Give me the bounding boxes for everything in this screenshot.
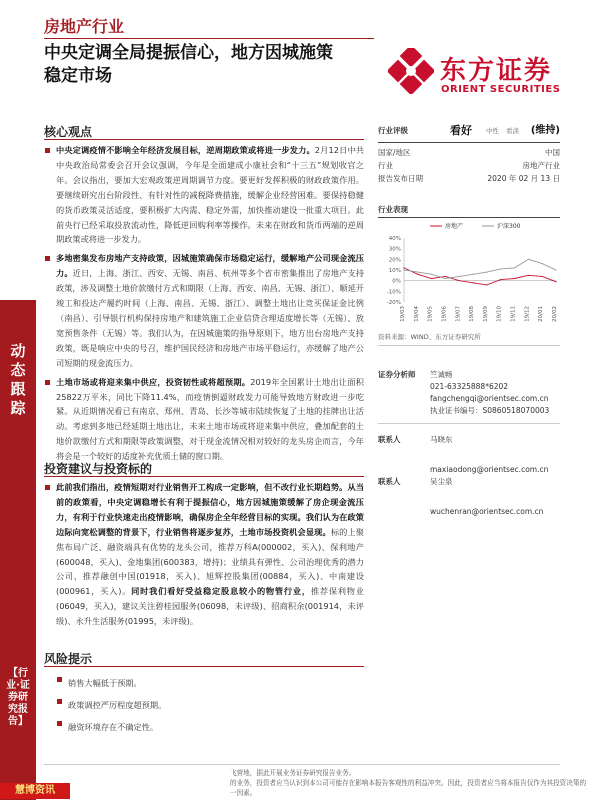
data-point: [500, 268, 501, 269]
data-point: [528, 259, 529, 260]
rating-box: [378, 122, 560, 192]
investment-divider: [44, 476, 364, 477]
contact-name: 吴尘泉: [430, 477, 453, 486]
legend-label: 沪深300: [497, 223, 521, 230]
risks-list: [56, 672, 356, 738]
core-views-body: [44, 143, 364, 464]
y-tick-label: 40%: [388, 236, 401, 242]
core-views-heading: 核心观点: [44, 125, 93, 139]
x-tick-label: 19/06: [441, 306, 448, 322]
data-point: [431, 274, 432, 275]
y-tick-label: 10%: [388, 268, 401, 274]
analyst-cert: 执业证书编号：S0860518070003: [430, 406, 550, 415]
rating-row: [378, 172, 560, 185]
data-point: [514, 267, 515, 268]
contact-label: 联系人: [378, 477, 401, 486]
contact-label: 联系人: [378, 435, 401, 444]
rating-row: [378, 159, 560, 172]
side-banner-title: 动态跟踪: [10, 342, 26, 417]
investment-picks: 标的上聚焦布局广泛、融资端具有优势的龙头公司，推荐万科A(000002，买入)、保利地产(600048，买入)、金地集团(600383，增持)；业绩具有弹性、公司治理优秀的潜力公司，推荐融创中国(01918，买入)、旭辉控股集团(00884，买入)、中南建设(000961，买入)。: [56, 526, 364, 597]
data-point: [403, 269, 404, 270]
investment-point: [44, 480, 364, 629]
rating-row-key: 报告发布日期: [378, 174, 423, 183]
data-point: [445, 276, 446, 277]
core-views-divider: [44, 139, 364, 140]
x-tick-label: 19/09: [482, 306, 489, 322]
rating-underweight: 看淡: [506, 127, 519, 135]
data-point: [486, 284, 487, 285]
footer-line-3: 一因素。: [230, 789, 257, 797]
data-point: [542, 263, 543, 264]
investment-body: [44, 480, 364, 629]
logo-name-en: ORIENT SECURITIES: [441, 84, 561, 95]
x-tick-label: 20/01: [538, 306, 545, 322]
footer-line-2: 飞营地，据此开展业务证券研究报告业务。: [230, 769, 356, 777]
y-tick-label: 0%: [392, 278, 401, 285]
data-point: [459, 276, 460, 277]
rating-row-value: 2020 年 02 月 13 日: [487, 174, 560, 183]
chart-title-divider: [378, 217, 560, 218]
risks-heading: 风险提示: [44, 652, 93, 666]
data-point: [417, 272, 418, 273]
core-point-3: [44, 375, 364, 464]
x-tick-label: 19/04: [413, 306, 420, 322]
risk-item: 销售大幅低于预期。: [56, 672, 356, 694]
x-tick-label: 19/12: [524, 306, 531, 322]
x-tick-label: 20/02: [552, 306, 558, 322]
contact-name: 马晓东: [430, 435, 453, 444]
footer-divider: [44, 764, 560, 765]
data-point: [472, 282, 473, 283]
core-point-1-text: 2月12日中共中央政治局常委会召开会议强调，今年是全面建成小康社会和“十三五”规划收官之年。会议指出，要加大宏观政策逆周期调节力度。要更好发挥积极的财政政策作用。要继续研究出台阶段性、有针对性的减税降费措施，缓解企业经营困难。要保持稳健的货币政策灵活适度，要积极扩大内需、稳定外需，加快推动建设一批重大项目。此前央行已经采取投放流动性，降低逆回购利率等操作。未来在财政和货币两端的逆周期政策或将进一步发力。: [56, 145, 364, 245]
analyst-divider: [378, 423, 560, 424]
core-point-3-lead: 土地市场或将迎来集中供应，投资韧性或将超预期。: [56, 376, 251, 387]
logo-name-cn: 东方证券: [440, 56, 553, 86]
data-point: [403, 267, 404, 268]
data-point: [417, 274, 418, 275]
investment-heading: 投资建议与投资标的: [44, 462, 153, 476]
y-tick-label: 20%: [388, 257, 401, 264]
rating-row-key: 国家/地区: [378, 148, 411, 157]
rating-label: 行业评级: [378, 126, 408, 135]
rating-neutral: 中性: [486, 127, 499, 135]
chart-title: 行业表现: [378, 205, 408, 214]
rating-row-value: 房地产行业: [522, 161, 560, 170]
rating-divider: [378, 142, 560, 143]
core-point-3-text: 2019年全国累计土地出让面积25822万平米，同比下降11.4%，而疫情倒逼财政发力可能导致地方财政进一步吃紧。从近期情况看已有南京、郑州、青岛、长沙等城市陆续恢复了土地的挂牌出让活动。考虑到多地已经延期土地出让，未来土地市场或将迎来集中供应，叠加配套的土地价款缴付方式和期限等政策调整，对于现金流情况相对较好的龙头房企而言，今年将会是一个较好的适度补充优质土储的窗口期。: [56, 376, 364, 462]
rating-row-value: 中国: [545, 148, 560, 157]
y-tick-label: -10%: [386, 289, 401, 296]
data-point: [459, 280, 460, 281]
x-tick-label: 19/08: [469, 306, 476, 322]
legend-label: 房地产: [445, 223, 464, 230]
data-point: [500, 279, 501, 280]
x-tick-label: 19/10: [496, 306, 503, 322]
chart-source: 资料来源：WIND、东方证券研究所: [378, 333, 481, 341]
data-point: [431, 278, 432, 279]
analyst-phone: 021-63325888*6202: [430, 382, 509, 391]
core-point-1-lead: 中央定调疫情不影响全年经济发展目标，逆周期政策或将进一步发力。: [56, 145, 315, 155]
risks-divider: [44, 666, 364, 667]
data-point: [555, 281, 556, 282]
x-tick-label: 19/07: [455, 306, 462, 322]
x-tick-label: 19/03: [400, 306, 406, 322]
analyst-email[interactable]: fangchengqi@orientsec.com.cn: [430, 394, 549, 403]
risk-item: 政策调控严厉程度超预期。: [56, 694, 356, 716]
data-point: [514, 278, 515, 279]
core-point-2-text: 近日，上海、浙江、西安、无锡、南昌、杭州等多个省市密集推出了房地产支持政策，涉及调整土地价款缴付方式和期限（上海、西安、南昌、无锡、浙江）、顺延开竣工和投达产履约时间（上海、南昌、无锡、浙江）、调整土地出让竞买保证金比例（南昌）、引导银行机构保持房地产和建筑施工企业信贷合理适度增长等（无锡）、放宽预售条件（无锡）等。我们认为，在因城施策的指导原则下，地方出台房地产支持政策，既是响应中央的号召，维护国民经济和房地产市场平稳运行，亦缓解了地产公司短期的现金流压力。: [56, 268, 364, 368]
analyst-name: 竺诚畅: [430, 370, 453, 379]
sector-label: 房地产行业: [44, 17, 125, 36]
x-tick-label: 19/05: [427, 306, 434, 322]
rating-row-key: 行业: [378, 161, 393, 170]
core-point-1: [44, 143, 364, 247]
contact-email[interactable]: wuchenran@orientsec.com.cn: [430, 507, 544, 516]
orient-logo-icon: [388, 48, 434, 94]
side-banner-subtitle: 【行业·证券研究报告】: [6, 668, 30, 727]
data-point: [472, 274, 473, 275]
chart-source-divider: [378, 345, 560, 346]
investment-property-picks: 推荐保利物业(06049，买入)，建议关注碧桂园服务(06098，未评级)、招商积余(001914，未评级)、永升生活服务(01995，未评级)。: [56, 586, 364, 627]
report-title-line2: 稳定市场: [44, 66, 112, 86]
rating-row: [378, 146, 560, 159]
title-divider: [44, 38, 374, 39]
data-point: [445, 278, 446, 279]
y-tick-label: 30%: [388, 246, 401, 253]
analyst-label: 证券分析师: [378, 370, 416, 379]
footer-disclaimer: [230, 768, 590, 798]
investment-property-mgmt: 同时我们看好受益稳定股息较小的物管行业，: [131, 586, 311, 597]
watermark-stamp: 慧博资讯: [0, 783, 70, 799]
data-point: [555, 269, 556, 270]
report-title: [44, 42, 374, 88]
report-title-line1: 中央定调全局提振信心，地方因城施策: [44, 43, 333, 63]
investment-lead: 此前我们指出，疫情短期对行业销售开工构成一定影响，但不改行业长期趋势。从当前的政策看，中央定调稳增长有利于提振信心，地方因城施策缓解了房企现金流压力，有利于行业快速走出疫情影响，确保房企全年经营目标的实现。我们认为在政策边际向宽松调整的背景下，行业销售将逐步复苏，土地市场投资机会显现。: [56, 482, 364, 537]
series-line-real-estate: [404, 268, 556, 285]
core-point-2-lead: 多地密集发布房地产支持政策，因城施策确保市场稳定运行，缓解地产公司现金流压力。: [56, 253, 364, 279]
data-point: [528, 275, 529, 276]
x-tick-label: 19/11: [510, 306, 517, 322]
risk-item: 融资环境存在不确定性。: [56, 716, 356, 738]
core-point-2: [44, 251, 364, 370]
contact-email[interactable]: maxiaodong@orientsec.com.cn: [430, 465, 549, 474]
data-point: [486, 272, 487, 273]
rating-maintain: (维持): [530, 125, 560, 136]
y-tick-label: -20%: [386, 300, 401, 306]
performance-chart: [378, 220, 560, 328]
data-point: [542, 276, 543, 277]
footer-line-1: 的业务，投资者应当认识到本公司可能存在影响本报告客观性的利益冲突。因此，投资者应当将本报告仅作为其投资决策的: [230, 779, 587, 787]
rating-value: 看好: [450, 124, 472, 137]
